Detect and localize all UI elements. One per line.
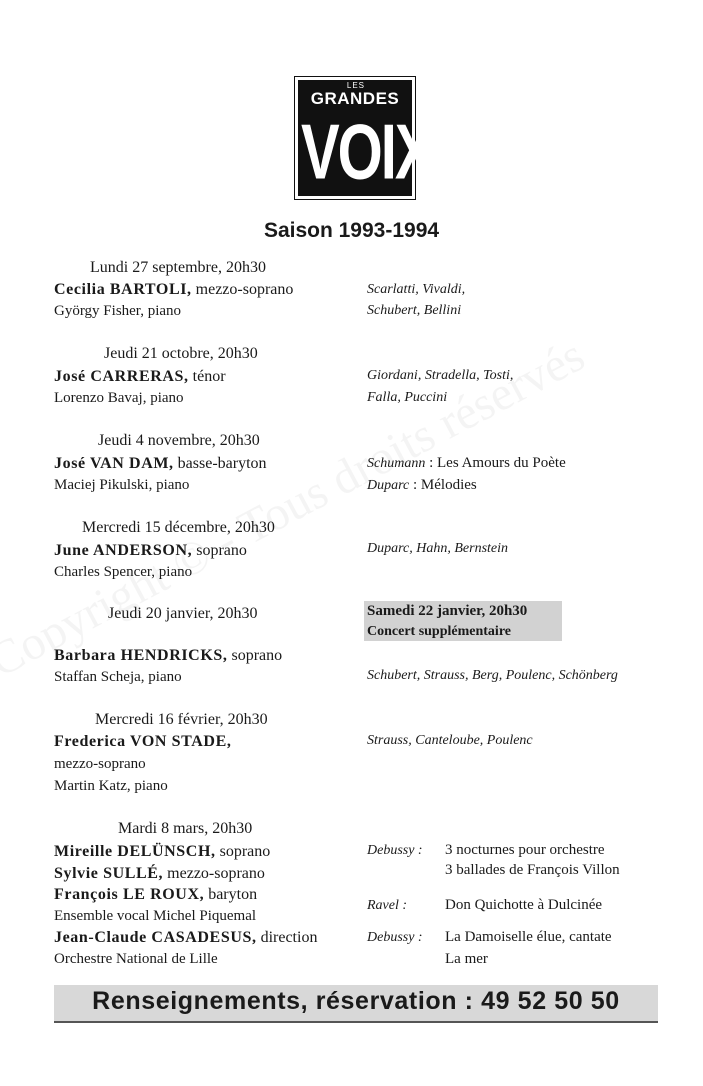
concert-7-work-1: 3 nocturnes pour orchestre <box>445 842 605 858</box>
concert-7-work-3: Don Quichotte à Dulcinée <box>445 897 603 913</box>
concert-7-date: Mardi 8 mars, 20h30 <box>118 820 253 837</box>
concert-6-repertoire-1: Strauss, Canteloube, Poulenc <box>367 733 533 748</box>
concert-3-repertoire-2: Duparc : Mélodies <box>367 477 477 493</box>
concert-6-date: Mercredi 16 février, 20h30 <box>95 711 268 728</box>
logo-les: LES <box>346 81 365 90</box>
concert-7-conductor: Jean-Claude CASADESUS, direction <box>54 929 318 946</box>
concert-7-work-4: La Damoiselle élue, cantate <box>445 929 612 945</box>
reservation-banner <box>54 985 658 1023</box>
concert-3-repertoire-1: Schumann : Les Amours du Poète <box>367 455 566 471</box>
concert-5-extra-note: Concert supplémentaire <box>367 624 511 639</box>
concert-5-artist: Barbara HENDRICKS, soprano <box>54 647 283 664</box>
concert-1-date: Lundi 27 septembre, 20h30 <box>90 259 266 276</box>
concert-2-date: Jeudi 21 octobre, 20h30 <box>104 345 258 362</box>
concert-7-orchestra: Orchestre National de Lille <box>54 951 218 967</box>
concert-4-repertoire-1: Duparc, Hahn, Bernstein <box>367 541 509 556</box>
concert-7-ensemble: Ensemble vocal Michel Piquemal <box>54 908 257 924</box>
concert-7-performer-3: François LE ROUX, baryton <box>54 886 258 903</box>
season-title: Saison 1993-1994 <box>263 219 440 242</box>
concert-7-performer-1: Mireille DELÜNSCH, soprano <box>54 843 271 860</box>
concert-7-work-2: 3 ballades de François Villon <box>445 862 620 878</box>
concert-2-repertoire-1: Giordani, Stradella, Tosti, <box>367 368 514 383</box>
les-grandes-voix-logo <box>298 80 432 197</box>
concert-7-work-5: La mer <box>445 951 488 967</box>
logo-voix: VOIX <box>301 108 432 197</box>
concert-2-accompanist: Lorenzo Bavaj, piano <box>54 390 184 406</box>
concert-7-performer-2: Sylvie SULLÉ, mezzo-soprano <box>54 865 265 882</box>
concert-2-artist: José CARRERAS, ténor <box>54 368 226 385</box>
reservation-text: Renseignements, réservation : 49 52 50 50 <box>92 987 620 1015</box>
concert-6-accompanist: Martin Katz, piano <box>54 778 168 794</box>
concert-5-date: Jeudi 20 janvier, 20h30 <box>108 605 258 622</box>
concert-4-artist: June ANDERSON, soprano <box>54 542 247 559</box>
concert-3-accompanist: Maciej Pikulski, piano <box>54 477 190 493</box>
concert-4-date: Mercredi 15 décembre, 20h30 <box>82 519 275 536</box>
concert-5-accompanist: Staffan Scheja, piano <box>54 669 182 685</box>
concert-7-composer-1: Debussy : <box>367 843 423 858</box>
concert-2-repertoire-2: Falla, Puccini <box>367 390 448 405</box>
concert-1-repertoire-1: Scarlatti, Vivaldi, <box>367 282 466 297</box>
concert-1-accompanist: György Fisher, piano <box>54 303 182 319</box>
concert-5-extra-date: Samedi 22 janvier, 20h30 <box>367 603 528 619</box>
concert-5-repertoire-1: Schubert, Strauss, Berg, Poulenc, Schönberg <box>367 668 618 683</box>
concert-7-composer-3: Debussy : <box>367 930 423 945</box>
concert-1-artist: Cecilia BARTOLI, mezzo-soprano <box>54 281 294 298</box>
concert-6-artist: Frederica VON STADE, <box>54 733 232 750</box>
logo-grandes: GRANDES <box>310 89 400 108</box>
concert-6-role: mezzo-soprano <box>54 756 146 772</box>
concert-7-composer-2: Ravel : <box>367 898 408 913</box>
concert-3-artist: José VAN DAM, basse-baryton <box>54 455 267 472</box>
concert-3-date: Jeudi 4 novembre, 20h30 <box>98 432 260 449</box>
concert-4-accompanist: Charles Spencer, piano <box>54 564 193 580</box>
concert-1-repertoire-2: Schubert, Bellini <box>367 303 462 318</box>
